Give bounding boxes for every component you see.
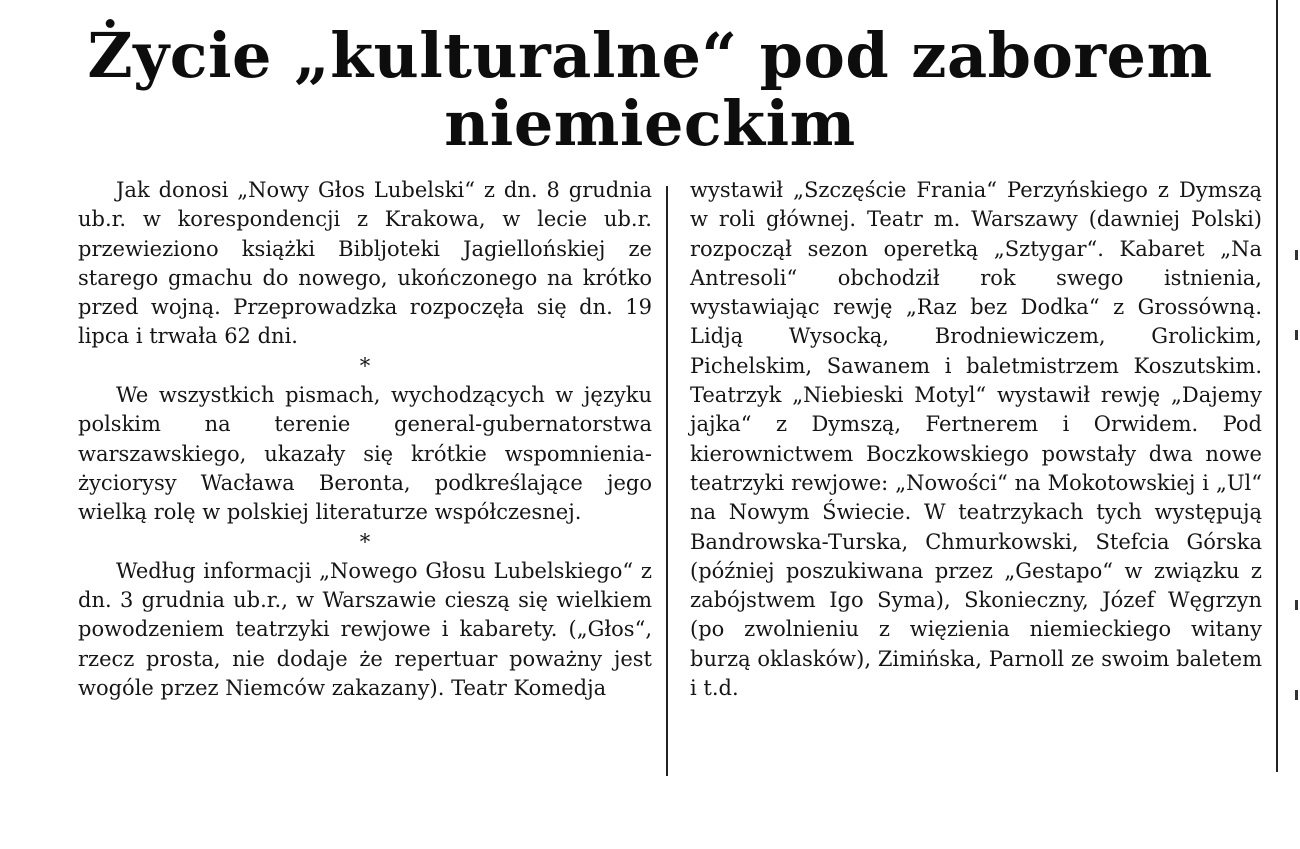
edge-mark bbox=[1295, 330, 1298, 340]
paragraph-library: Jak donosi „Nowy Głos Lubelski“ z dn. 8 grudnia ub.r. w korespondencji z Krakowa, w lecie ub.r. przewieziono książki Bibljoteki Jagiellońskiej ze starego gmachu do nowego, ukończonego na krótko przed wojną. Przeprowadzka rozpoczęła się dn. 19 lipca i trwała 62 dni. bbox=[78, 178, 652, 349]
edge-mark bbox=[1295, 690, 1298, 700]
paragraph-theatres-continued: wystawił „Szczęście Frania“ Perzyńskiego z Dymszą w roli głównej. Teatr m. Warszawy (dawniej Polski) rozpoczął sezon operetką „Sztygar“. Kabaret „Na Antresoli“ obchodził rok swego istnienia, wystawiając rewję „Raz bez Dodka“ z Grossówną. Lidją Wysocką, Brodniewiczem, Grolickim, Pichelskim, Sawanem i baletmistrzem Koszutskim. Teatrzyk „Niebieski Motyl“ wystawił rewję „Dajemy jajka“ z Dymszą, Fertnerem i Orwidem. Pod kierownictwem Boczkowskiego powstały dwa nowe teatrzyki rewjowe: „Nowości“ na Mokotowskiej i „Ul“ na Nowym Świecie. W teatrzykach tych występują Bandrowska-Turska, Chmurkowski, Stefcia Górska (później poszukiwana przez „Gestapo“ w związku z zabójstwem Igo Syma), Skonieczny, Józef Węgrzyn (po zwolnieniu z więzienia niemieckiego witany burzą oklasków), Zimińska, Parnoll ze swoim baletem i t.d. bbox=[690, 178, 1262, 701]
column-divider bbox=[666, 186, 668, 776]
page-edge-rule bbox=[1276, 0, 1278, 772]
section-separator: * bbox=[359, 353, 371, 378]
section-separator: * bbox=[359, 529, 371, 554]
paragraph-theatres: Według informacji „Nowego Głosu Lubelskiego“ z dn. 3 grudnia ub.r., w Warszawie cieszą się wielkiem powodzeniem teatrzyki rewjowe i kabarety. („Głos“, rzecz prosta, nie dodaje że repertuar poważny jest wogóle przez Niemców zakazany). Teatr Komedja bbox=[78, 558, 652, 701]
article-column-right bbox=[690, 176, 1262, 703]
paragraph-beront: We wszystkich pismach, wychodzących w języku polskim na terenie general-gubernatorstwa warszawskiego, ukazały się krótkie wspomnienia-życiorysy Wacława Beronta, podkreślające jego wielką rolę w polskiej literaturze współczesnej. bbox=[78, 383, 652, 525]
edge-mark bbox=[1295, 250, 1298, 260]
edge-mark bbox=[1295, 600, 1298, 610]
article-title: Życie „kulturalne“ pod zaborem niemieckim bbox=[87, 19, 1213, 160]
article-column-left bbox=[78, 176, 652, 703]
